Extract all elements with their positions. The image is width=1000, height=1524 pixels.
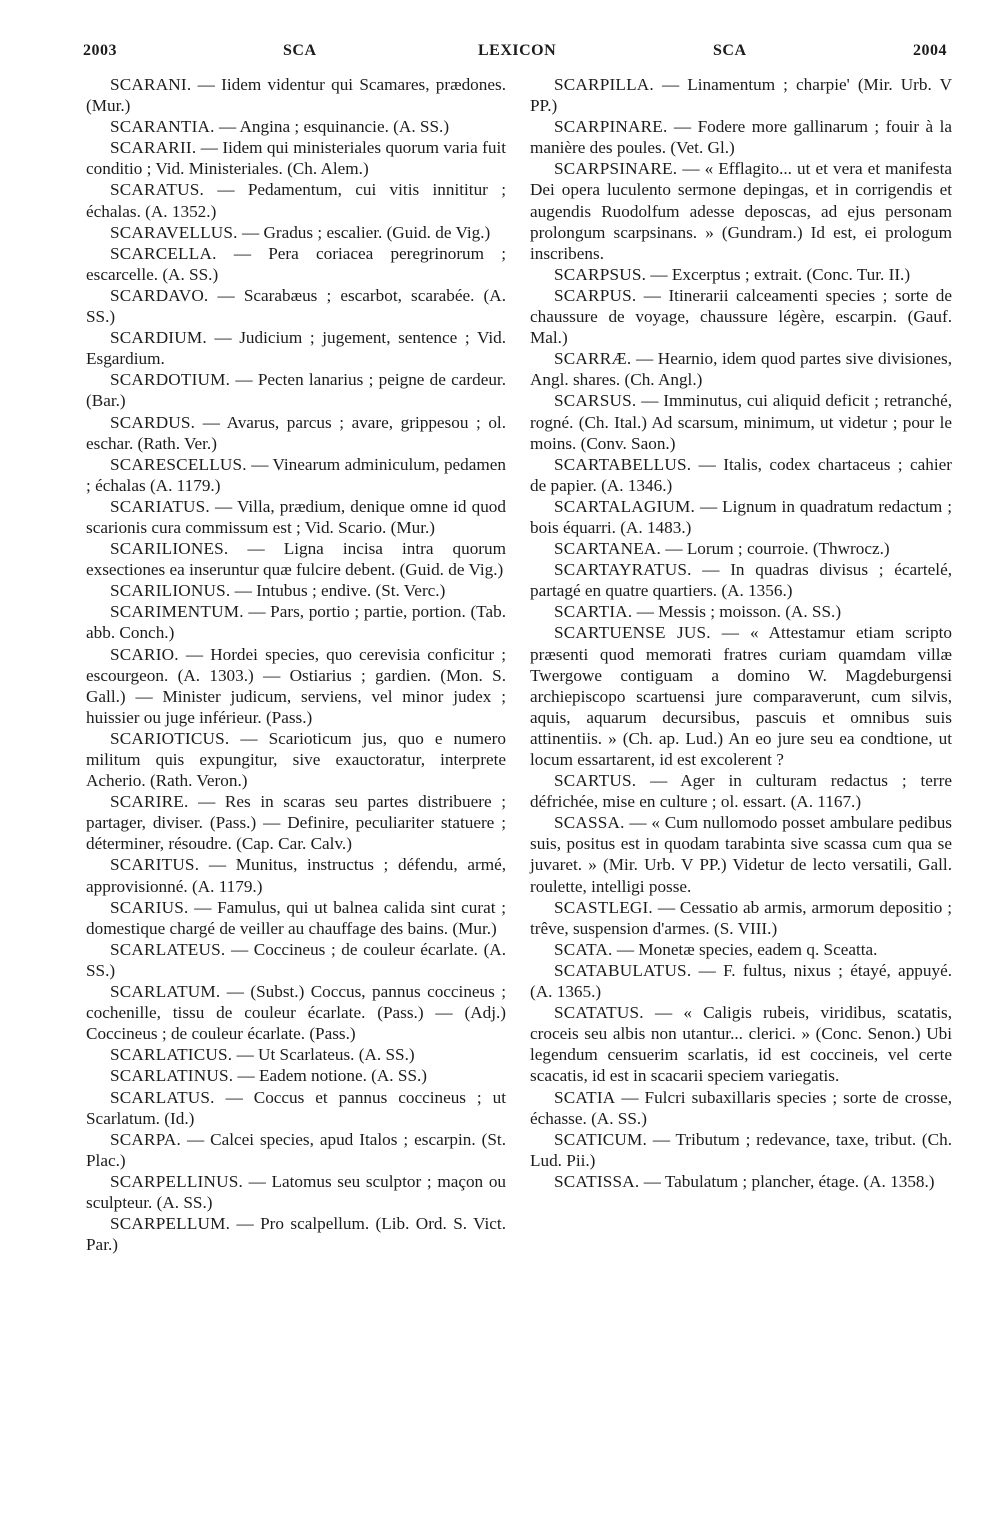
entry-definition: — Ligna incisa intra quorum exsectiones ea inseruntur quæ fulcire debent. (Guid. de Vig.): [86, 539, 506, 580]
entry-definition: — Hordei species, quo cerevisia conficitur ; escourgeon. (A. 1303.) — Ostiarius ; gardien. (Mon. S. Gall.) — Minister judicum, serviens, vel minor judex ; huissier ou juge inférieur. (Pass.): [86, 644, 506, 727]
entry-definition: — Famulus, qui ut balnea calida sint curat ; domestique chargé de veiller au chauffage des bains. (Mur.): [86, 897, 506, 938]
dictionary-entry: [530, 454, 952, 496]
entry-headword: SCARTAYRATUS.: [554, 560, 692, 580]
dictionary-entry: [86, 137, 506, 179]
entry-headword: SCARILIONUS.: [110, 581, 231, 601]
entry-definition: — Monetæ species, eadem q. Sceatta.: [616, 939, 878, 959]
dictionary-entry: [530, 538, 952, 559]
dictionary-entry: [86, 369, 506, 411]
entry-definition: — Munitus, instructus ; défendu, armé, approvisionné. (A. 1179.): [86, 855, 507, 896]
entry-definition: — Scarioticum jus, quo e numero militum quis expungitur, sive exauctoratur, interprete Acherio. (Rath. Veron.): [86, 728, 506, 791]
entry-definition: — Intubus ; endive. (St. Verc.): [234, 581, 446, 601]
entry-definition: — Pecten lanarius ; peigne de cardeur. (Bar.): [86, 370, 507, 411]
entry-headword: SCARLATICUS.: [110, 1045, 233, 1065]
entry-headword: SCARPSUS.: [554, 264, 647, 284]
entry-definition: — Coccineus ; de couleur écarlate. (A. SS.): [86, 939, 506, 980]
right-column: [530, 74, 952, 1192]
dictionary-entry: [530, 158, 952, 263]
entry-definition: — In quadras divisus ; écartelé, partagé en quatre quartiers. (A. 1356.): [530, 560, 953, 601]
entry-definition: — Eadem notione. (A. SS.): [237, 1066, 428, 1086]
entry-headword: SCARIO.: [110, 644, 179, 664]
entry-headword: SCARLATUM.: [110, 982, 221, 1002]
dictionary-entry: [530, 622, 952, 770]
dictionary-entry: [530, 1171, 952, 1192]
dictionary-entry: [86, 580, 506, 601]
entry-definition: — « Efflagito... ut et vera et manifesta Dei opera luculento sermone depingas, et in corrigendis et augendis Ruodolfum adesse deposcas, ad ejus personam prolongum scarpsinans. » (Gundram.) Id est, ei prologum inscribens.: [530, 159, 952, 263]
entry-definition: — « Cum nullomodo posset ambulare pedibus suis, positus est in quodam tarabinta sive scassa cum qua se juvaret. » (Mir. Urb. V PP.) Videtur de lecto versatili, Gall. roulette, intelligi posse.: [530, 813, 952, 896]
entry-headword: SCATABULATUS.: [554, 960, 692, 980]
entry-headword: SCATATUS.: [554, 1003, 644, 1023]
dictionary-entry: [86, 74, 506, 116]
entry-definition: — Itinerarii calceamenti species ; sorte de chaussure de voyage, chaussure légère, escarpin. (Gauf. Mal.): [530, 285, 952, 348]
entry-definition: — Gradus ; escalier. (Guid. de Vig.): [241, 222, 491, 242]
entry-definition: — Lorum ; courroie. (Thwrocz.): [665, 539, 890, 559]
dictionary-entry: [86, 1129, 506, 1171]
entry-headword: SCARPUS.: [554, 285, 637, 305]
entry-definition: — Villa, prædium, denique omne id quod scarionis cura commissum est ; Vid. Scario. (Mur.): [86, 496, 506, 537]
entry-headword: SCARIUS.: [110, 897, 189, 917]
entry-headword: SCATA.: [554, 939, 613, 959]
dictionary-entry: [530, 1129, 952, 1171]
dictionary-entry: [530, 601, 952, 622]
entry-headword: SCARITUS.: [110, 855, 200, 875]
dictionary-entry: [86, 538, 506, 580]
entry-headword: SCARCELLA.: [110, 243, 217, 263]
left-column: [86, 74, 506, 1255]
entry-definition: — Pedamentum, cui vitis innititur ; échalas. (A. 1352.): [86, 180, 506, 221]
entry-definition: — Imminutus, cui aliquid deficit ; retranché, rogné. (Ch. Ital.) Ad scarsum, minimum, ut videtur ; pour le moins. (Conv. Saon.): [530, 391, 952, 453]
dictionary-entry: [530, 390, 952, 453]
header-label-left: SCA: [283, 42, 317, 59]
entry-definition: — Ager in culturam redactus ; terre défrichée, mise en culture ; ol. essart. (A. 1167.): [530, 771, 952, 812]
dictionary-entry: [530, 939, 952, 960]
entry-definition: — Hearnio, idem quod partes sive divisiones, Angl. shares. (Ch. Angl.): [530, 349, 953, 390]
entry-definition: — Angina ; esquinancie. (A. SS.): [218, 117, 450, 137]
entry-definition: — « Attestamur etiam scripto præsenti quod memorati fratres curiam quamdam villæ Twergowe contiguam a domino W. Magdeburgensi archiepiscopo scartuensi jure comparaverunt, cum silvis, aquis, aquarum decursibus, pascuis et omnibus suis attinentiis. » (Ch. ap. Lud.) An eo jure seu ea condtione, ut locum essartarent, id est excolerent ?: [530, 623, 953, 769]
dictionary-entry: [86, 1087, 506, 1129]
entry-headword: SCATISSA.: [554, 1171, 640, 1191]
entry-headword: SCARDAVO.: [110, 285, 209, 305]
entry-definition: — Italis, codex chartaceus ; cahier de papier. (A. 1346.): [530, 454, 952, 495]
dictionary-entry: [530, 348, 952, 390]
entry-headword: SCARDIUM.: [110, 328, 207, 348]
entry-definition: — « Caligis rubeis, viridibus, scatatis, croceis seu albis non utantur... clerici. » (Conc. Senon.) Ubi legendum censuerim scarlatis, id est coccineis, vel certe scacatis, id est in scacarii speciem variegatis.: [530, 1003, 952, 1086]
entry-headword: SCARDOTIUM.: [110, 370, 231, 390]
dictionary-entry: [86, 939, 506, 981]
entry-definition: — Excerptus ; extrait. (Conc. Tur. II.): [650, 264, 911, 284]
entry-definition: — Scarabæus ; escarbot, scarabée. (A. SS.): [86, 285, 506, 327]
entry-headword: SCARTALAGIUM.: [554, 496, 696, 516]
entry-headword: SCARPELLUM.: [110, 1214, 231, 1234]
entry-definition: — Iidem videntur qui Scamares, prædones. (Mur.): [86, 75, 506, 116]
entry-definition: — Fodere more gallinarum ; fouir à la manière des poules. (Vet. Gl.): [530, 117, 952, 158]
entry-definition: — Ut Scarlateus. (A. SS.): [236, 1045, 415, 1065]
dictionary-entry: [86, 327, 506, 369]
dictionary-entry: [86, 243, 506, 285]
dictionary-entry: [530, 812, 952, 896]
entry-headword: SCARLATEUS.: [110, 939, 226, 959]
entry-headword: SCARPSINARE.: [554, 159, 678, 179]
header-title: LEXICON: [478, 42, 557, 59]
entry-headword: SCARARII.: [110, 138, 197, 158]
entry-headword: SCARDUS.: [110, 412, 196, 432]
entry-headword: SCASSA.: [554, 813, 625, 833]
dictionary-entry: [530, 496, 952, 538]
dictionary-entry: [86, 981, 506, 1044]
dictionary-entry: [530, 897, 952, 939]
entry-headword: SCARRÆ.: [554, 349, 632, 369]
entry-headword: SCARLATINUS.: [110, 1066, 234, 1086]
entry-definition: — Tributum ; redevance, taxe, tribut. (Ch. Lud. Pii.): [530, 1129, 953, 1170]
entry-definition: — Res in scaras seu partes distribuere ; partager, diviser. (Pass.) — Definire, peculiariter statuere ; déterminer, résoudre. (Cap. Car. Calv.): [86, 792, 506, 854]
dictionary-entry: [86, 791, 506, 854]
entry-definition: — Messis ; moisson. (A. SS.): [636, 602, 842, 622]
page-number-left: 2003: [83, 42, 117, 59]
dictionary-entry: [86, 412, 506, 454]
dictionary-entry: [86, 285, 506, 327]
entry-definition: — Coccus et pannus coccineus ; ut Scarlatum. (Id.): [86, 1087, 506, 1128]
entry-definition: — Pro scalpellum. (Lib. Ord. S. Vict. Par.): [86, 1214, 506, 1255]
dictionary-entry: [86, 897, 506, 939]
dictionary-entry: [86, 644, 506, 728]
entry-headword: SCATICUM.: [554, 1129, 648, 1149]
entry-definition: — Lignum in quadratum redactum ; bois équarri. (A. 1483.): [530, 496, 953, 537]
dictionary-entry: [530, 960, 952, 1002]
entry-headword: SCARATUS.: [110, 180, 204, 200]
entry-definition: — (Subst.) Coccus, pannus coccineus ; cochenille, tissu de couleur écarlate. (Pass.) — (Adj.) Coccineus ; de couleur écarlate. (Pass.): [86, 982, 507, 1044]
entry-headword: SCARILIONES.: [110, 539, 229, 559]
header-label-right: SCA: [713, 42, 747, 59]
entry-headword: SCARPINARE.: [554, 117, 668, 137]
entry-headword: SCARTIA.: [554, 602, 633, 622]
entry-headword: SCARESCELLUS.: [110, 454, 247, 474]
dictionary-entry: [86, 454, 506, 496]
dictionary-entry: [86, 1065, 506, 1086]
entry-definition: — Pars, portio ; partie, portion. (Tab. abb. Conch.): [86, 602, 506, 643]
entry-headword: SCARTUS.: [554, 771, 637, 791]
entry-headword: SCARIOTICUS.: [110, 728, 230, 748]
entry-headword: SCARPELLINUS.: [110, 1171, 243, 1191]
entry-definition: — Tabulatum ; plancher, étage. (A. 1358.): [643, 1171, 935, 1191]
dictionary-entry: [86, 601, 506, 643]
dictionary-entry: [86, 116, 506, 137]
entry-definition: — Pera coriacea peregrinorum ; escarcelle. (A. SS.): [86, 243, 507, 284]
entry-headword: SCARIRE.: [110, 792, 189, 812]
dictionary-entry: [86, 179, 506, 221]
entry-headword: SCARLATUS.: [110, 1087, 215, 1107]
entry-headword: SCARANI.: [110, 75, 192, 94]
dictionary-entry: [86, 222, 506, 243]
dictionary-entry: [86, 1171, 506, 1213]
entry-headword: SCARANTIA.: [110, 117, 215, 137]
entry-headword: SCARPA.: [110, 1129, 181, 1149]
dictionary-entry: [530, 264, 952, 285]
entry-definition: — F. fultus, nixus ; étayé, appuyé. (A. 1365.): [530, 960, 952, 1002]
entry-definition: — Vinearum adminiculum, pedamen ; échalas (A. 1179.): [86, 454, 506, 495]
page-number-right: 2004: [913, 42, 947, 59]
dictionary-entry: [530, 559, 952, 601]
entry-definition: — Judicium ; jugement, sentence ; Vid. Esgardium.: [86, 328, 506, 369]
entry-headword: SCARPILLA.: [554, 75, 654, 94]
entry-headword: SCASTLEGI.: [554, 897, 653, 917]
entry-definition: — Latomus seu sculptor ; maçon ou sculpteur. (A. SS.): [86, 1171, 507, 1212]
dictionary-entry: [530, 74, 952, 116]
dictionary-entry: [530, 1087, 952, 1129]
dictionary-entry: [86, 1044, 506, 1065]
entry-definition: — Calcei species, apud Italos ; escarpin. (St. Plac.): [86, 1129, 506, 1170]
entry-headword: SCARIATUS.: [110, 496, 210, 516]
entry-headword: SCARSUS.: [554, 391, 637, 411]
dictionary-entry: [530, 770, 952, 812]
entry-headword: SCATIA: [554, 1087, 616, 1107]
dictionary-entry: [530, 116, 952, 158]
dictionary-entry: [530, 1002, 952, 1086]
entry-definition: — Fulcri subaxillaris species ; sorte de crosse, échasse. (A. SS.): [530, 1087, 952, 1128]
entry-definition: — Avarus, parcus ; avare, grippesou ; ol. eschar. (Rath. Ver.): [86, 412, 507, 453]
running-header: [0, 42, 1000, 68]
entry-headword: SCARIMENTUM.: [110, 602, 244, 622]
entry-headword: SCARTANEA.: [554, 539, 662, 559]
dictionary-entry: [86, 1213, 506, 1255]
dictionary-entry: [86, 728, 506, 791]
dictionary-entry: [86, 496, 506, 538]
dictionary-entry: [530, 285, 952, 348]
entry-headword: SCARTUENSE JUS.: [554, 623, 711, 643]
entry-definition: — Linamentum ; charpie' (Mir. Urb. V PP.): [530, 75, 952, 116]
entry-headword: SCARAVELLUS.: [110, 222, 238, 242]
entry-definition: — Iidem qui ministeriales quorum varia fuit conditio ; Vid. Ministeriales. (Ch. Alem.): [86, 138, 506, 179]
entry-headword: SCARTABELLUS.: [554, 454, 692, 474]
entry-definition: — Cessatio ab armis, armorum depositio ; trêve, suspension d'armes. (S. VIII.): [530, 897, 952, 938]
dictionary-entry: [86, 854, 506, 896]
